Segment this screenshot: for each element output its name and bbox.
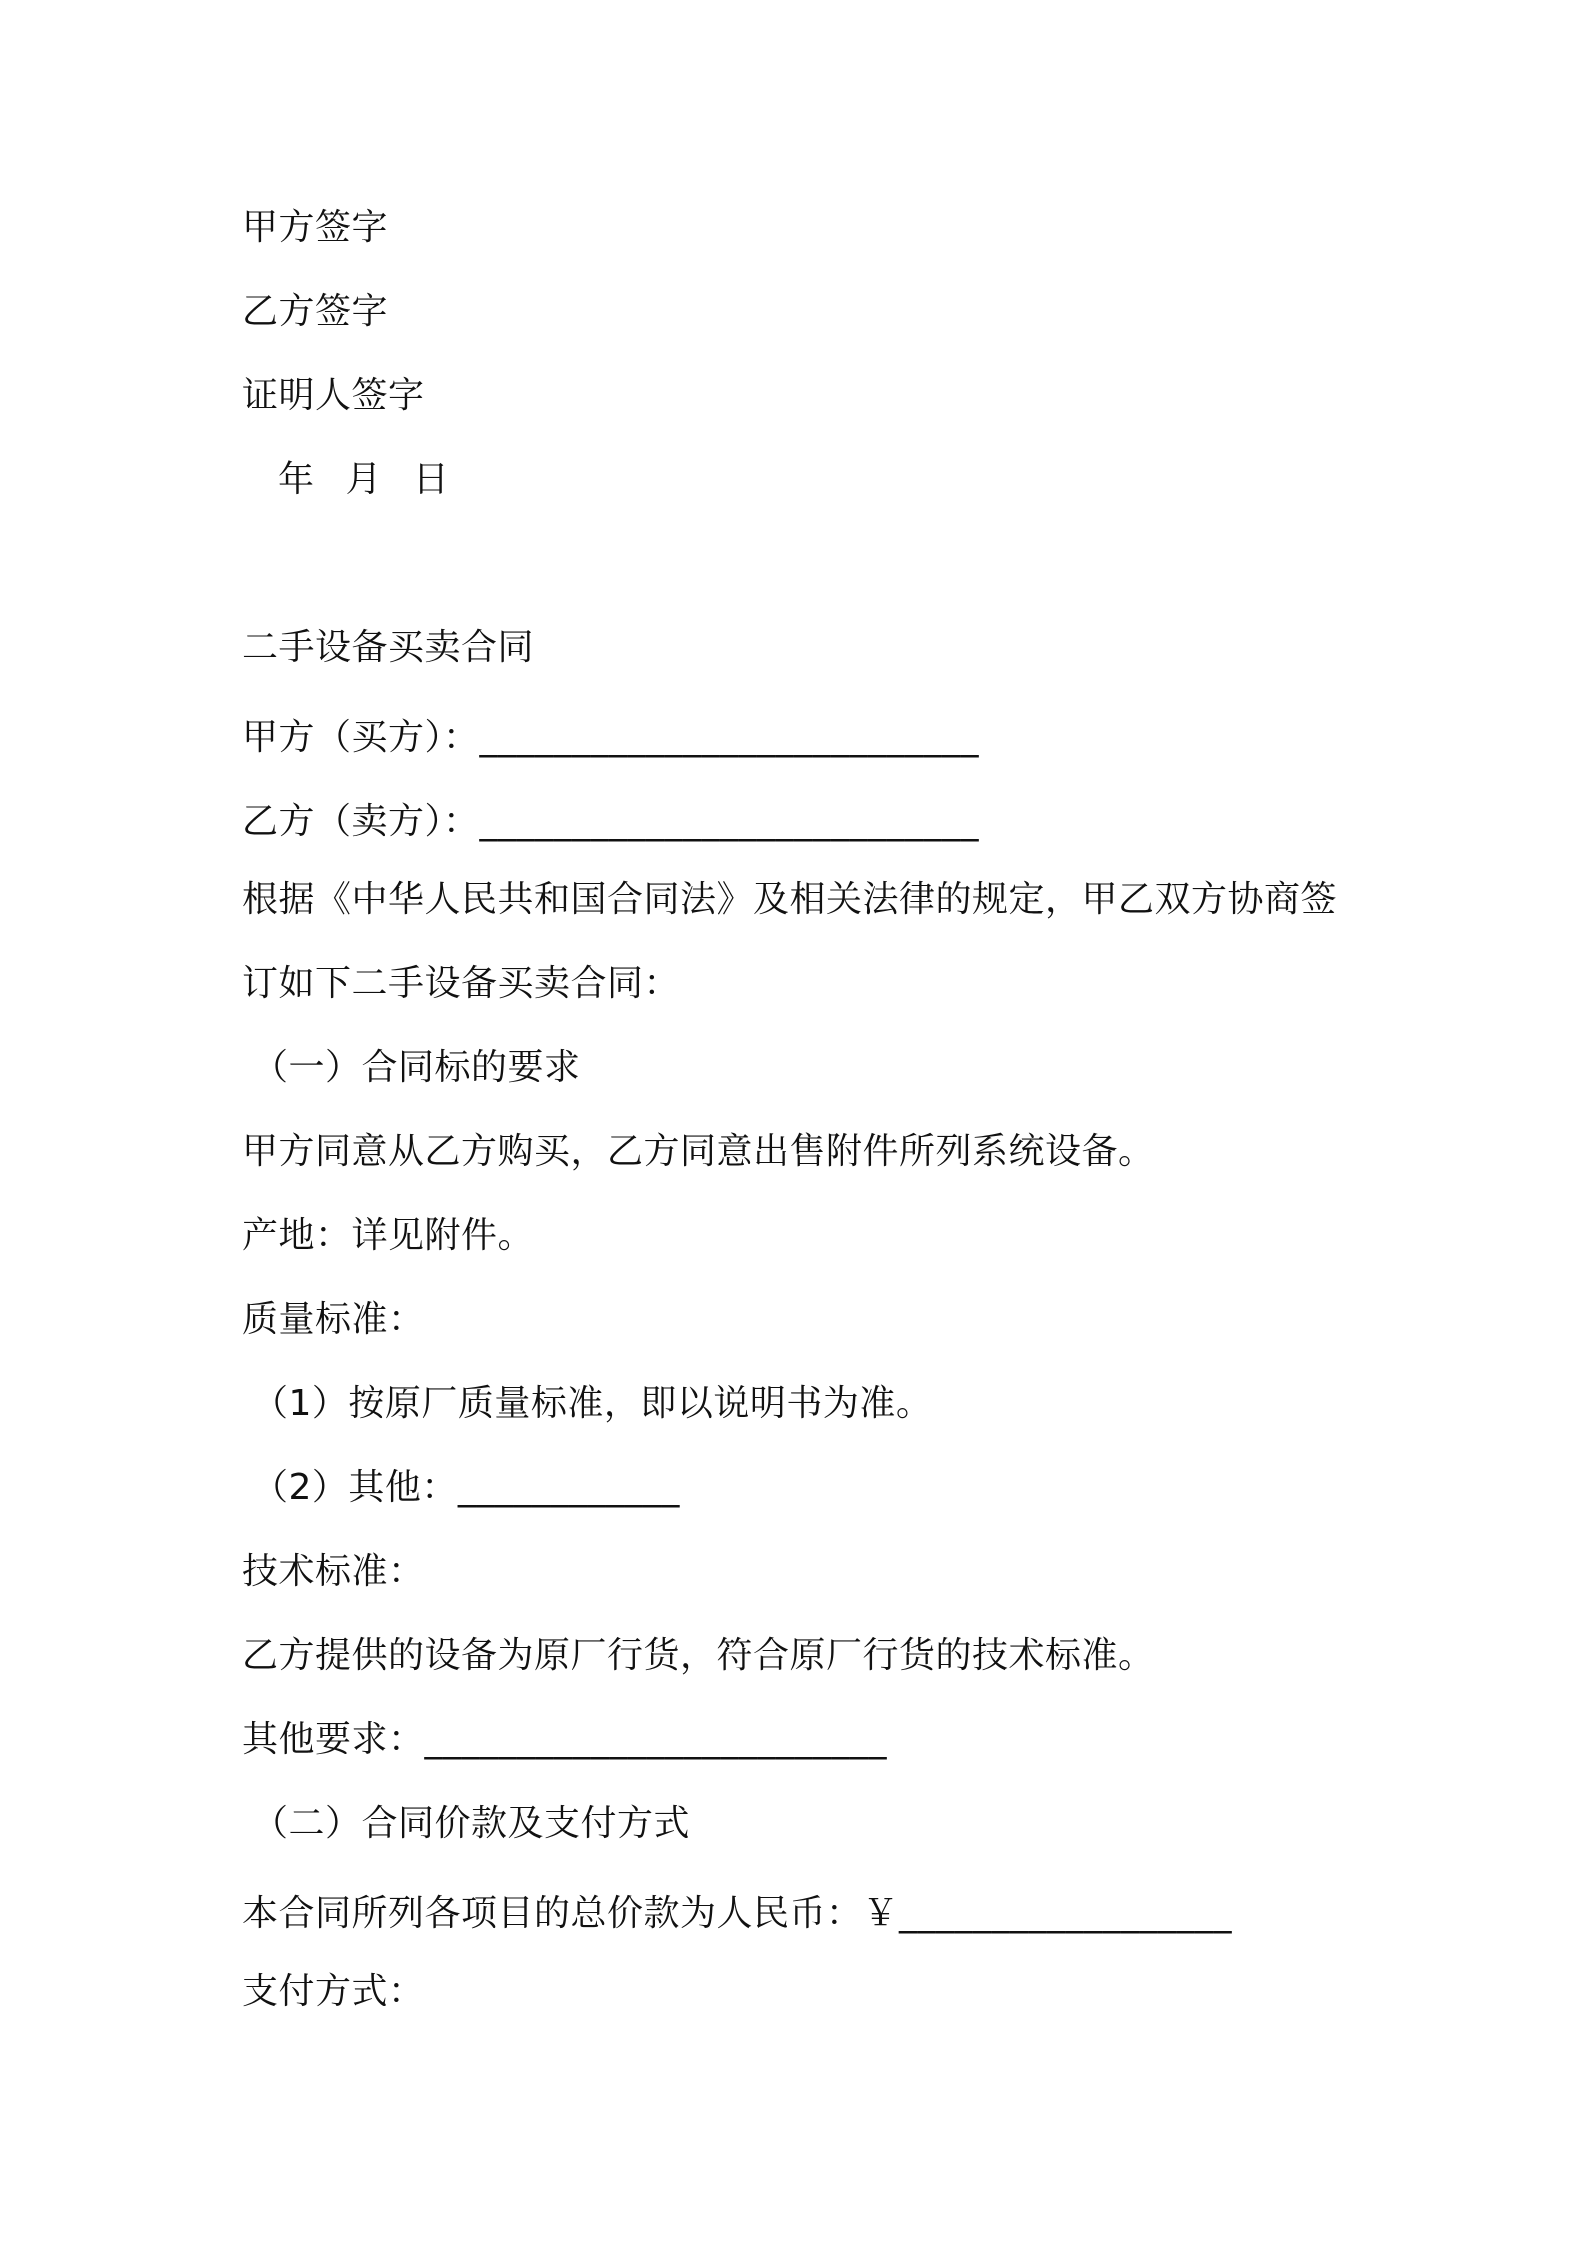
technical-standard-heading: 技术标准： (242, 1551, 425, 1592)
purchase-agreement-text: 甲方同意从乙方购买，乙方同意出售附件所列系统设备。 (242, 1131, 1155, 1172)
technical-standard-text: 乙方提供的设备为原厂行货，符合原厂行货的技术标准。 (242, 1635, 1155, 1676)
preamble-line-2: 订如下二手设备买卖合同： (242, 963, 681, 1004)
preamble-line-1: 根据《中华人民共和国合同法》及相关法律的规定，甲乙双方协商签 (242, 879, 1338, 920)
quality-standard-item-2: （2）其他：____________ (252, 1467, 680, 1508)
party-a-buyer-line: 甲方（买方）：___________________________ (242, 717, 980, 758)
witness-signature-label: 证明人签字 (242, 375, 425, 416)
contract-title: 二手设备买卖合同 (242, 627, 535, 668)
party-b-signature-label: 乙方签字 (242, 291, 389, 332)
section-1-heading: （一）合同标的要求 (252, 1047, 581, 1088)
other-requirements-line: 其他要求：_________________________ (242, 1719, 888, 1760)
quality-standard-heading: 质量标准： (242, 1299, 425, 1340)
party-a-signature-label: 甲方签字 (242, 207, 389, 248)
section-2-heading: （二）合同价款及支付方式 (252, 1803, 691, 1844)
party-b-seller-line: 乙方（卖方）：___________________________ (242, 801, 980, 842)
quality-standard-item-1: （1）按原厂质量标准，即以说明书为准。 (252, 1383, 933, 1424)
total-price-line: 本合同所列各项目的总价款为人民币：￥__________________ (242, 1893, 1233, 1934)
payment-method-label: 支付方式： (242, 1971, 425, 2012)
origin-text: 产地：详见附件。 (242, 1215, 535, 1256)
signature-date-label: 年 月 日 (278, 459, 459, 500)
